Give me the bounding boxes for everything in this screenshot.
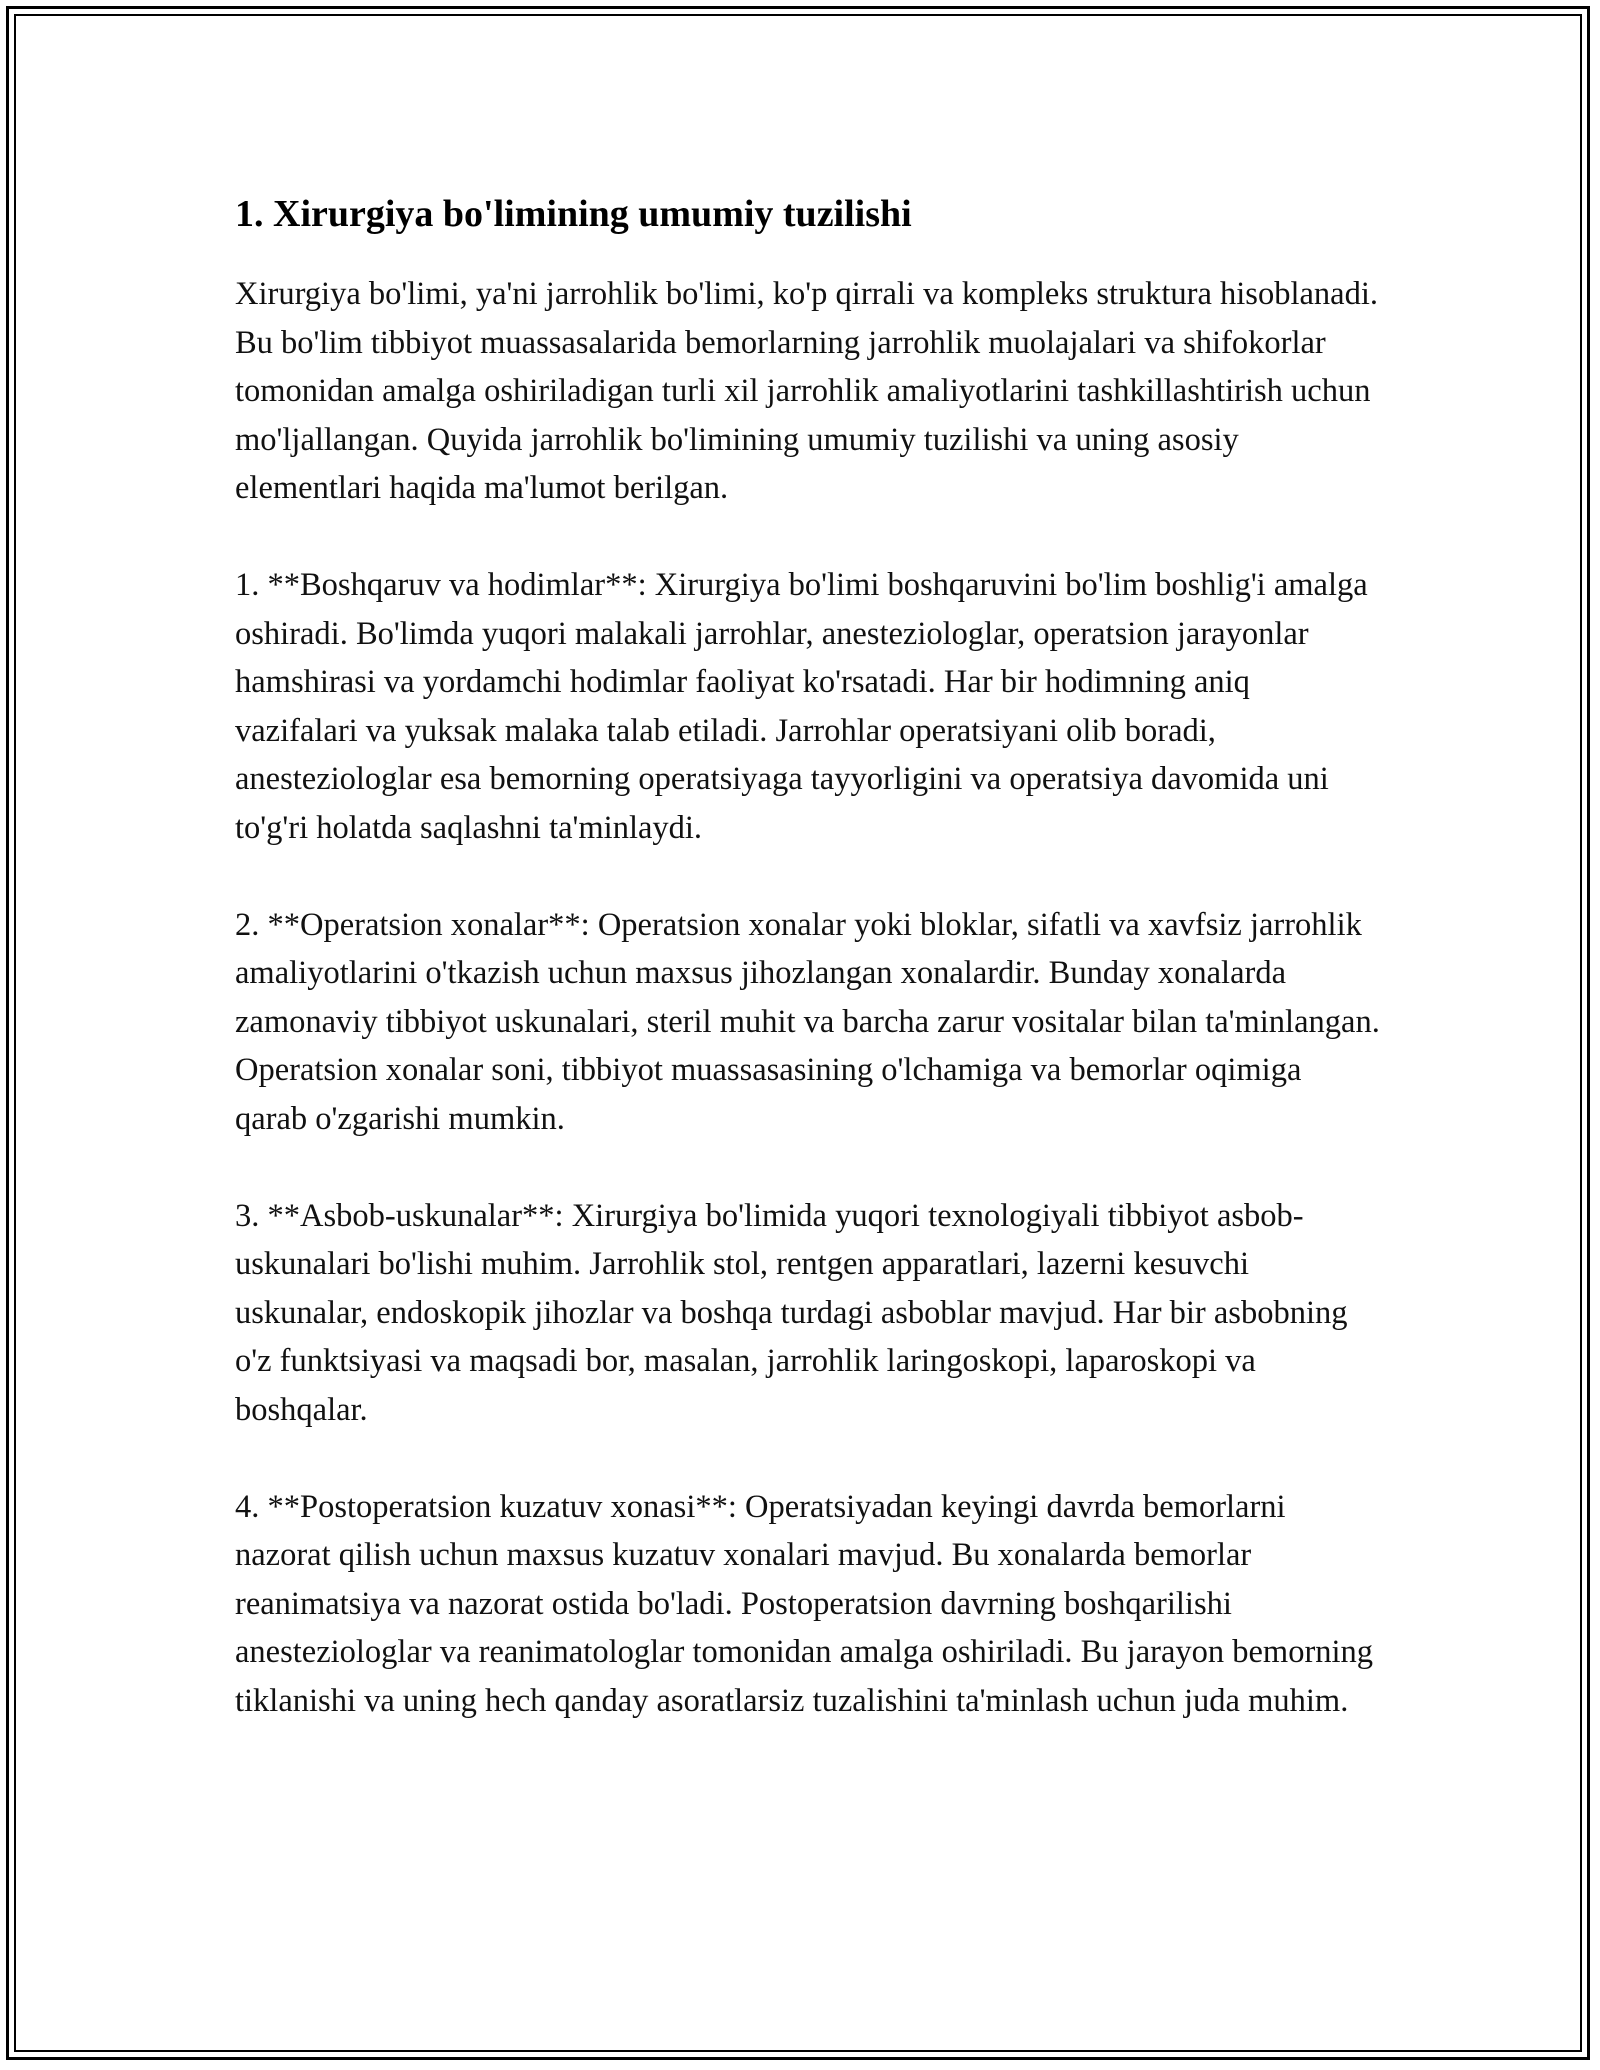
paragraph-management-staff: 1. **Boshqaruv va hodimlar**: Xirurgiya bo'limi boshqaruvini bo'lim boshlig'i amalga oshiradi. Bo'limda yuqori malakali jarrohlar, anesteziologlar, operatsion jarayonlar hamshirasi va yordamchi hodimlar faoliyat ko'rsatadi. Har bir hodimning aniq vazifalari va yuksak malaka talab etiladi. Jarrohlar operatsiyani olib boradi, anesteziologlar esa bemorning operatsiyaga tayyorligini va operatsiya davomida uni to'g'ri holatda saqlashni ta'minlaydi. [235,567,1368,846]
page-title: 1. Xirurgiya bo'limining umumiy tuzilishi [235,193,912,235]
document-body [235,190,1380,1774]
paragraph-postoperative-room: 4. **Postoperatsion kuzatuv xonasi**: Operatsiyadan keyingi davrda bemorlarni nazorat qilish uchun maxsus kuzatuv xonalari mavjud. Bu xonalarda bemorlar reanimatsiya va nazorat ostida bo'ladi. Postoperatsion davrning boshqarilishi anesteziologlar va reanimatologlar tomonidan amalga oshiriladi. Bu jarayon bemorning tiklanishi va uning hech qanday asoratlarsiz tuzalishini ta'minlash uchun juda muhim. [235,1488,1374,1719]
paragraph-equipment: 3. **Asbob-uskunalar**: Xirurgiya bo'limida yuqori texnologiyali tibbiyot asbob-uskunalari bo'lishi muhim. Jarrohlik stol, rentgen apparatlari, lazerni kesuvchi uskunalar, endoskopik jihozlar va boshqa turdagi asboblar mavjud. Har bir asbobning o'z funktsiyasi va maqsadi bor, masalan, jarrohlik laringoskopi, laparoskopi va boshqalar. [235,1197,1348,1428]
paragraph-operating-rooms: 2. **Operatsion xonalar**: Operatsion xonalar yoki bloklar, sifatli va xavfsiz jarrohlik amaliyotlarini o'tkazish uchun maxsus jihozlangan xonalardir. Bunday xonalarda zamonaviy tibbiyot uskunalari, steril muhit va barcha zarur vositalar bilan ta'minlangan. Operatsion xonalar soni, tibbiyot muassasasining o'lchamiga va bemorlar oqimiga qarab o'zgarishi mumkin. [235,906,1380,1137]
intro-paragraph: Xirurgiya bo'limi, ya'ni jarrohlik bo'limi, ko'p qirrali va kompleks struktura hisoblanadi. Bu bo'lim tibbiyot muassasalarida bemorlarning jarrohlik muolajalari va shifokorlar tomonidan amalga oshiriladigan turli xil jarrohlik amaliyotlarini tashkillashtirish uchun mo'ljallangan. Quyida jarrohlik bo'limining umumiy tuzilishi va uning asosiy elementlari haqida ma'lumot berilgan. [235,276,1378,506]
